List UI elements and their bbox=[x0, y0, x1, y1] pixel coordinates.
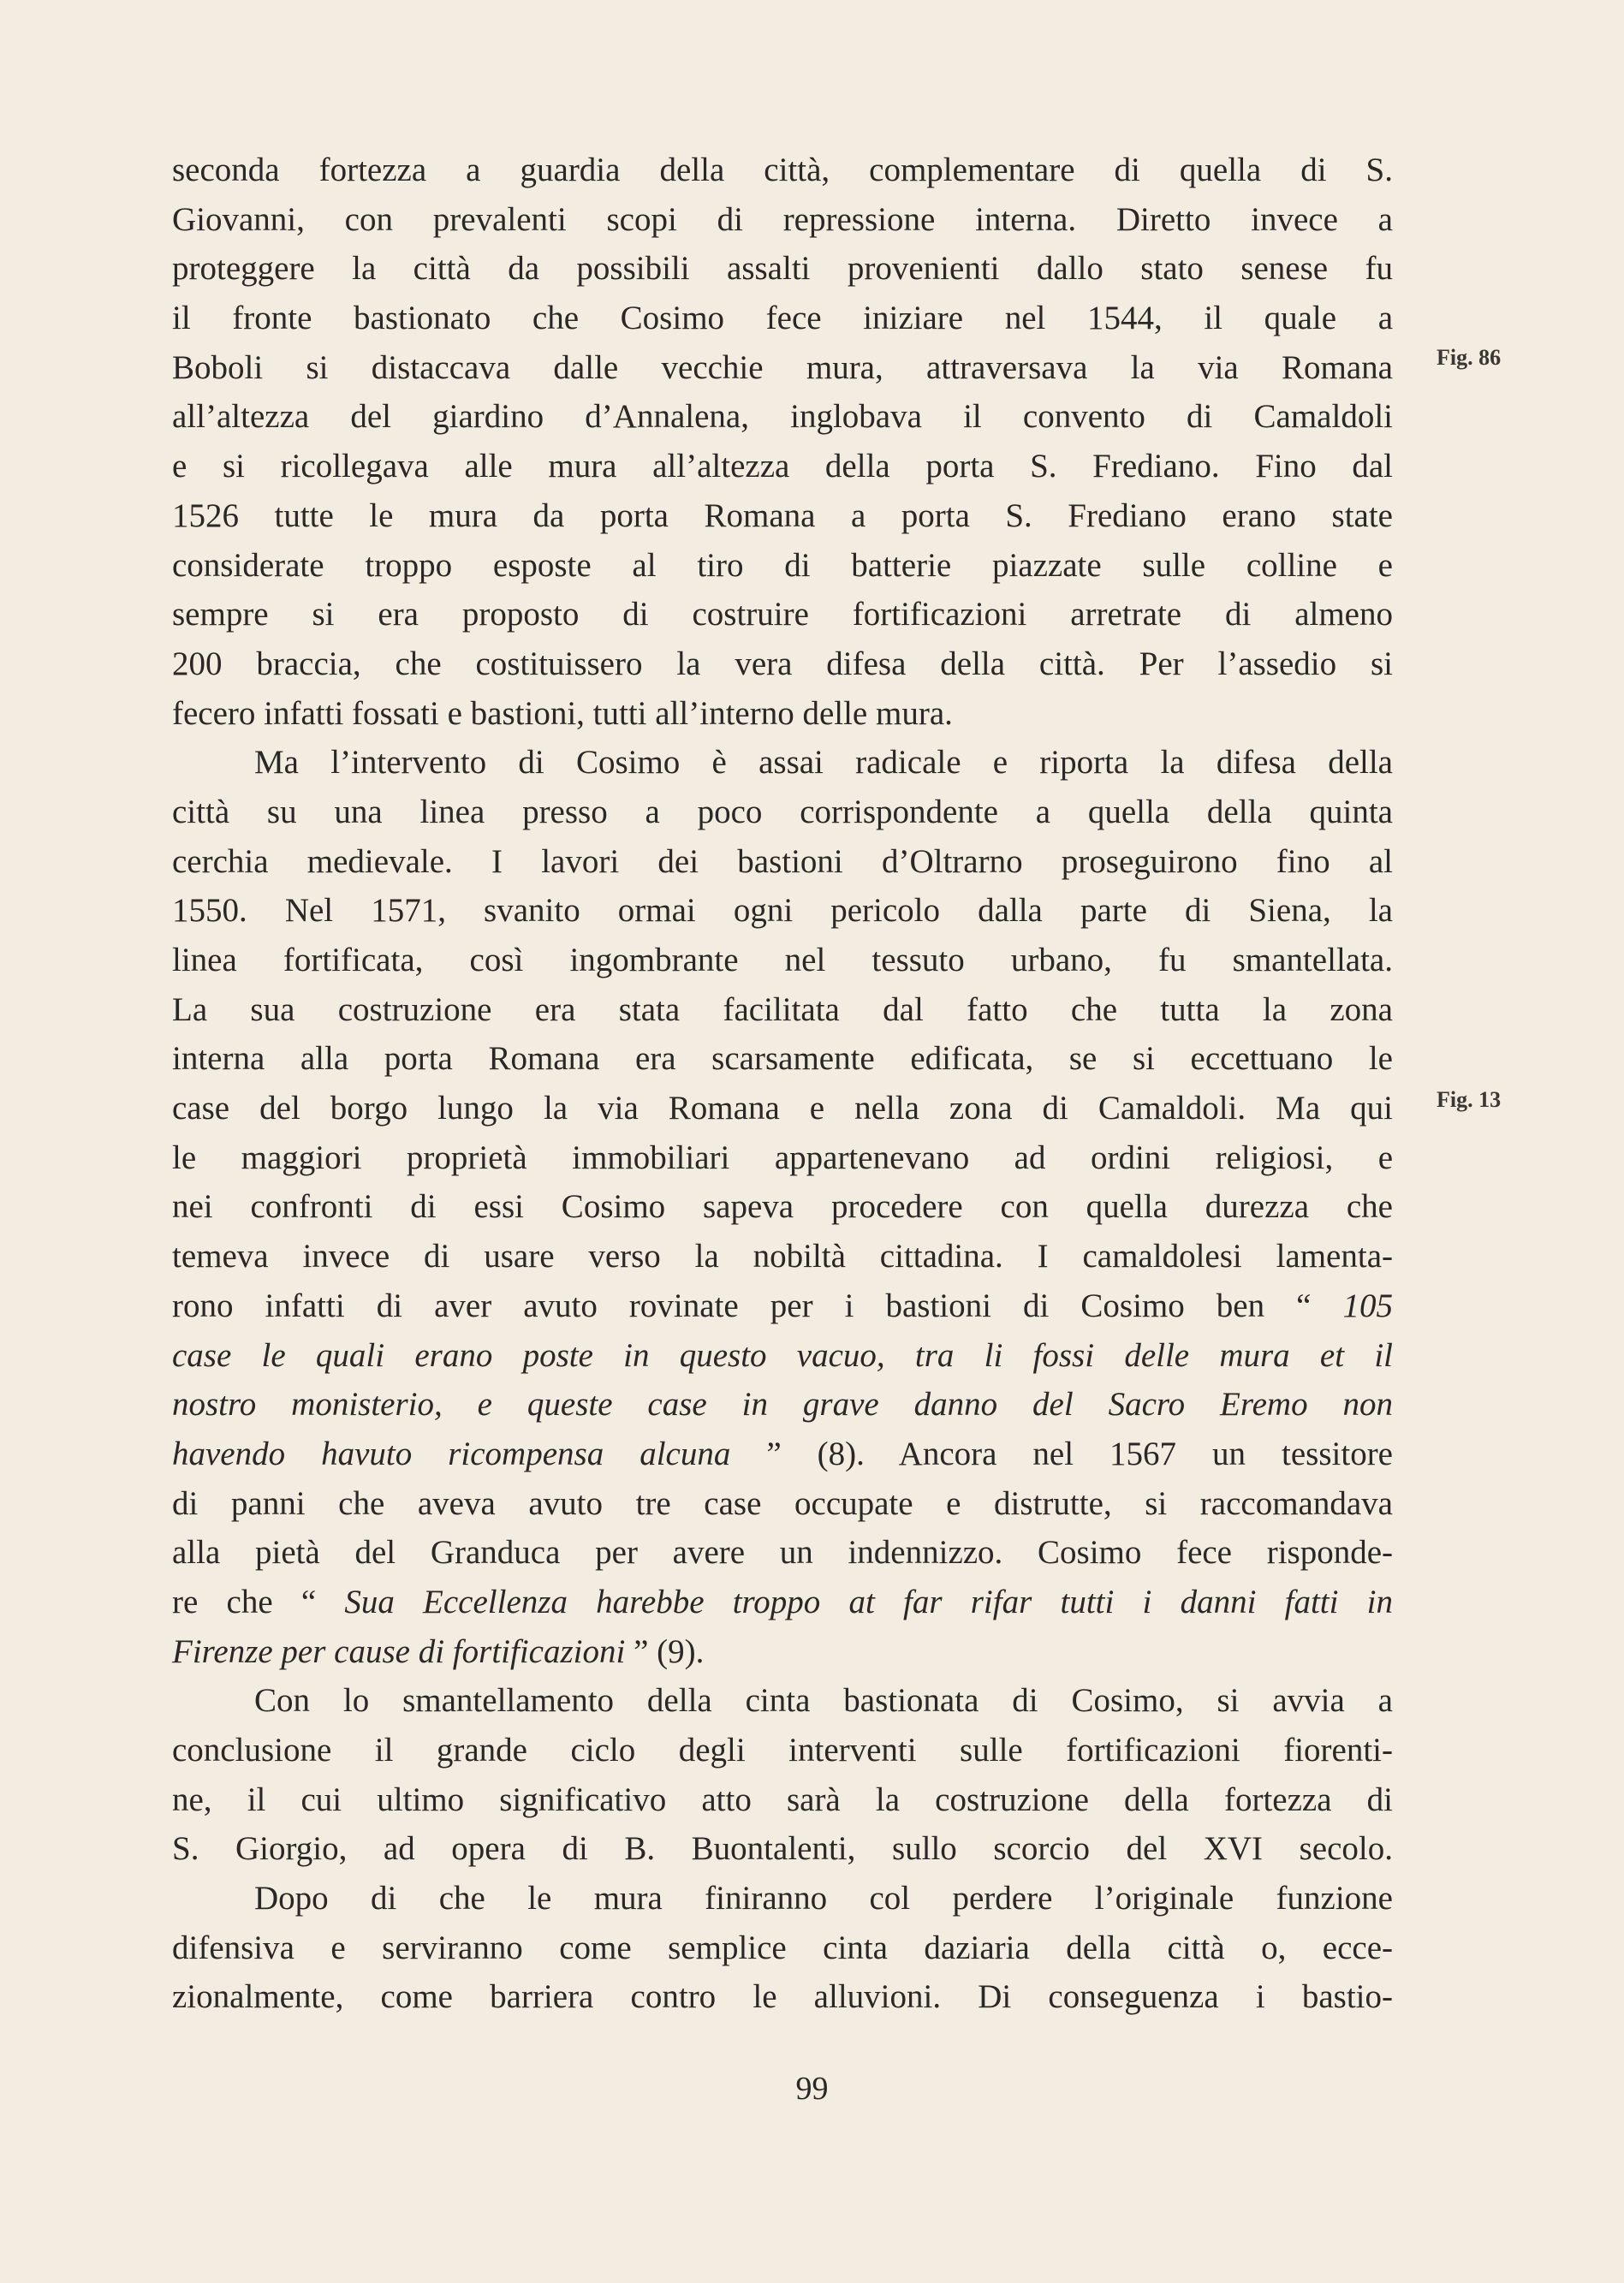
text-line bbox=[172, 1824, 1393, 1874]
text-segment: rono infatti di aver avuto rovinate per i bastioni di Cosimo ben “ bbox=[172, 1287, 1343, 1324]
italic-quote-segment: 105 bbox=[1342, 1287, 1393, 1324]
italic-quote-segment: case le quali erano poste in questo vacuo, tra li fossi delle mura et il bbox=[172, 1336, 1393, 1374]
text-line bbox=[172, 886, 1393, 936]
text-line bbox=[172, 1923, 1393, 1973]
text-segment: all’altezza del giardino d’Annalena, inglobava il convento di Camaldoli bbox=[172, 398, 1393, 436]
text-line bbox=[172, 1972, 1393, 2022]
margin-note-fig-86: Fig. 86 bbox=[1437, 345, 1502, 370]
body-text bbox=[172, 146, 1393, 2022]
text-line bbox=[172, 1084, 1393, 1133]
text-line bbox=[172, 985, 1393, 1035]
text-line bbox=[172, 244, 1393, 294]
text-line bbox=[172, 195, 1393, 245]
italic-quote-segment: nostro monisterio, e queste case in grave danno del Sacro Eremo non bbox=[172, 1386, 1393, 1424]
text-line bbox=[172, 1578, 1393, 1627]
text-line bbox=[172, 146, 1393, 195]
text-line bbox=[172, 1676, 1393, 1726]
text-segment: Ma l’intervento di Cosimo è assai radicale e riporta la difesa della bbox=[254, 744, 1393, 782]
text-segment: re che “ bbox=[172, 1583, 345, 1620]
text-segment: nei confronti di essi Cosimo sapeva procedere con quella durezza che bbox=[172, 1188, 1393, 1226]
text-segment: La sua costruzione era stata facilitata dal fatto che tutta la zona bbox=[172, 990, 1393, 1028]
text-segment: alla pietà del Granduca per avere un indennizzo. Cosimo fece risponde- bbox=[172, 1534, 1393, 1572]
text-line bbox=[172, 639, 1393, 689]
text-line bbox=[172, 1775, 1393, 1825]
text-segment: difensiva e serviranno come semplice cinta daziaria della città o, ecce- bbox=[172, 1929, 1393, 1966]
text-segment: 1526 tutte le mura da porta Romana a porta S. Frediano erano state bbox=[172, 496, 1393, 534]
text-segment: S. Giorgio, ad opera di B. Buontalenti, sullo scorcio del XVI secolo. bbox=[172, 1830, 1393, 1868]
text-segment: interna alla porta Romana era scarsamente edificata, se si eccettuano le bbox=[172, 1040, 1393, 1078]
text-line bbox=[172, 788, 1393, 837]
italic-quote-segment: havendo havuto ricompensa alcuna bbox=[172, 1435, 731, 1472]
text-line bbox=[172, 1874, 1393, 1923]
text-line bbox=[172, 689, 1393, 739]
text-line bbox=[172, 1528, 1393, 1578]
text-segment: considerate troppo esposte al tiro di batterie piazzate sulle colline e bbox=[172, 546, 1393, 584]
text-line bbox=[172, 1726, 1393, 1775]
text-line bbox=[172, 1182, 1393, 1232]
text-line bbox=[172, 837, 1393, 887]
text-segment: ne, il cui ultimo significativo atto sarà la costruzione della fortezza di bbox=[172, 1781, 1393, 1818]
text-segment: temeva invece di usare verso la nobiltà cittadina. I camaldolesi lamenta- bbox=[172, 1238, 1393, 1275]
text-segment: proteggere la città da possibili assalti provenienti dallo stato senese fu bbox=[172, 250, 1393, 288]
text-line bbox=[172, 442, 1393, 491]
text-line bbox=[172, 541, 1393, 591]
italic-quote-segment: Firenze per cause di fortificazioni bbox=[172, 1632, 626, 1670]
text-line bbox=[172, 1034, 1393, 1084]
text-line bbox=[172, 936, 1393, 985]
text-line bbox=[172, 491, 1393, 541]
text-segment: Dopo di che le mura finiranno col perdere l’originale funzione bbox=[254, 1880, 1393, 1917]
text-segment: fecero infatti fossati e bastioni, tutti all’interno delle mura. bbox=[172, 694, 953, 732]
text-segment: ” (8). Ancora nel 1567 un tessitore bbox=[730, 1435, 1393, 1472]
text-segment: case del borgo lungo la via Romana e nella zona di Camaldoli. Ma qui bbox=[172, 1090, 1393, 1127]
text-line bbox=[172, 1430, 1393, 1479]
text-line bbox=[172, 1232, 1393, 1281]
text-line bbox=[172, 1331, 1393, 1381]
text-segment: Boboli si distaccava dalle vecchie mura, attraversava la via Romana bbox=[172, 348, 1393, 386]
text-segment: di panni che aveva avuto tre case occupate e distrutte, si raccomandava bbox=[172, 1484, 1393, 1522]
text-segment: 1550. Nel 1571, svanito ormai ogni pericolo dalla parte di Siena, la bbox=[172, 892, 1393, 930]
text-segment: ” (9). bbox=[625, 1632, 705, 1670]
text-line bbox=[172, 294, 1393, 343]
text-segment: il fronte bastionato che Cosimo fece iniziare nel 1544, il quale a bbox=[172, 300, 1393, 337]
text-line bbox=[172, 343, 1393, 393]
margin-note-fig-13: Fig. 13 bbox=[1437, 1087, 1502, 1112]
page-number: 99 bbox=[795, 2071, 829, 2107]
text-segment: linea fortificata, così ingombrante nel tessuto urbano, fu smantellata. bbox=[172, 942, 1393, 978]
italic-quote-segment: Sua Eccellenza harebbe troppo at far rifar tutti i danni fatti in bbox=[344, 1583, 1393, 1620]
text-line bbox=[172, 1281, 1393, 1331]
text-segment: le maggiori proprietà immobiliari appartenevano ad ordini religiosi, e bbox=[172, 1139, 1393, 1176]
text-line bbox=[172, 1627, 1393, 1677]
text-segment: città su una linea presso a poco corrispondente a quella della quinta bbox=[172, 793, 1393, 830]
text-segment: e si ricollegava alle mura all’altezza della porta S. Frediano. Fino dal bbox=[172, 448, 1393, 485]
text-line bbox=[172, 1380, 1393, 1430]
text-segment: Con lo smantellamento della cinta bastionata di Cosimo, si avvia a bbox=[254, 1682, 1393, 1720]
text-line bbox=[172, 1133, 1393, 1183]
text-segment: seconda fortezza a guardia della città, complementare di quella di S. bbox=[172, 152, 1393, 188]
text-segment: sempre si era proposto di costruire fortificazioni arretrate di almeno bbox=[172, 596, 1393, 633]
text-line bbox=[172, 392, 1393, 442]
text-segment: Giovanni, con prevalenti scopi di repressione interna. Diretto invece a bbox=[172, 200, 1393, 238]
text-segment: 200 braccia, che costituissero la vera difesa della città. Per l’assedio si bbox=[172, 645, 1393, 682]
text-line bbox=[172, 1479, 1393, 1529]
text-segment: cerchia medievale. I lavori dei bastioni d’Oltrarno proseguirono fino al bbox=[172, 842, 1393, 880]
text-line bbox=[172, 590, 1393, 639]
text-line bbox=[172, 738, 1393, 788]
text-segment: conclusione il grande ciclo degli interventi sulle fortificazioni fiorenti- bbox=[172, 1732, 1393, 1769]
text-segment: zionalmente, come barriera contro le alluvioni. Di conseguenza i bastio- bbox=[172, 1978, 1393, 2016]
